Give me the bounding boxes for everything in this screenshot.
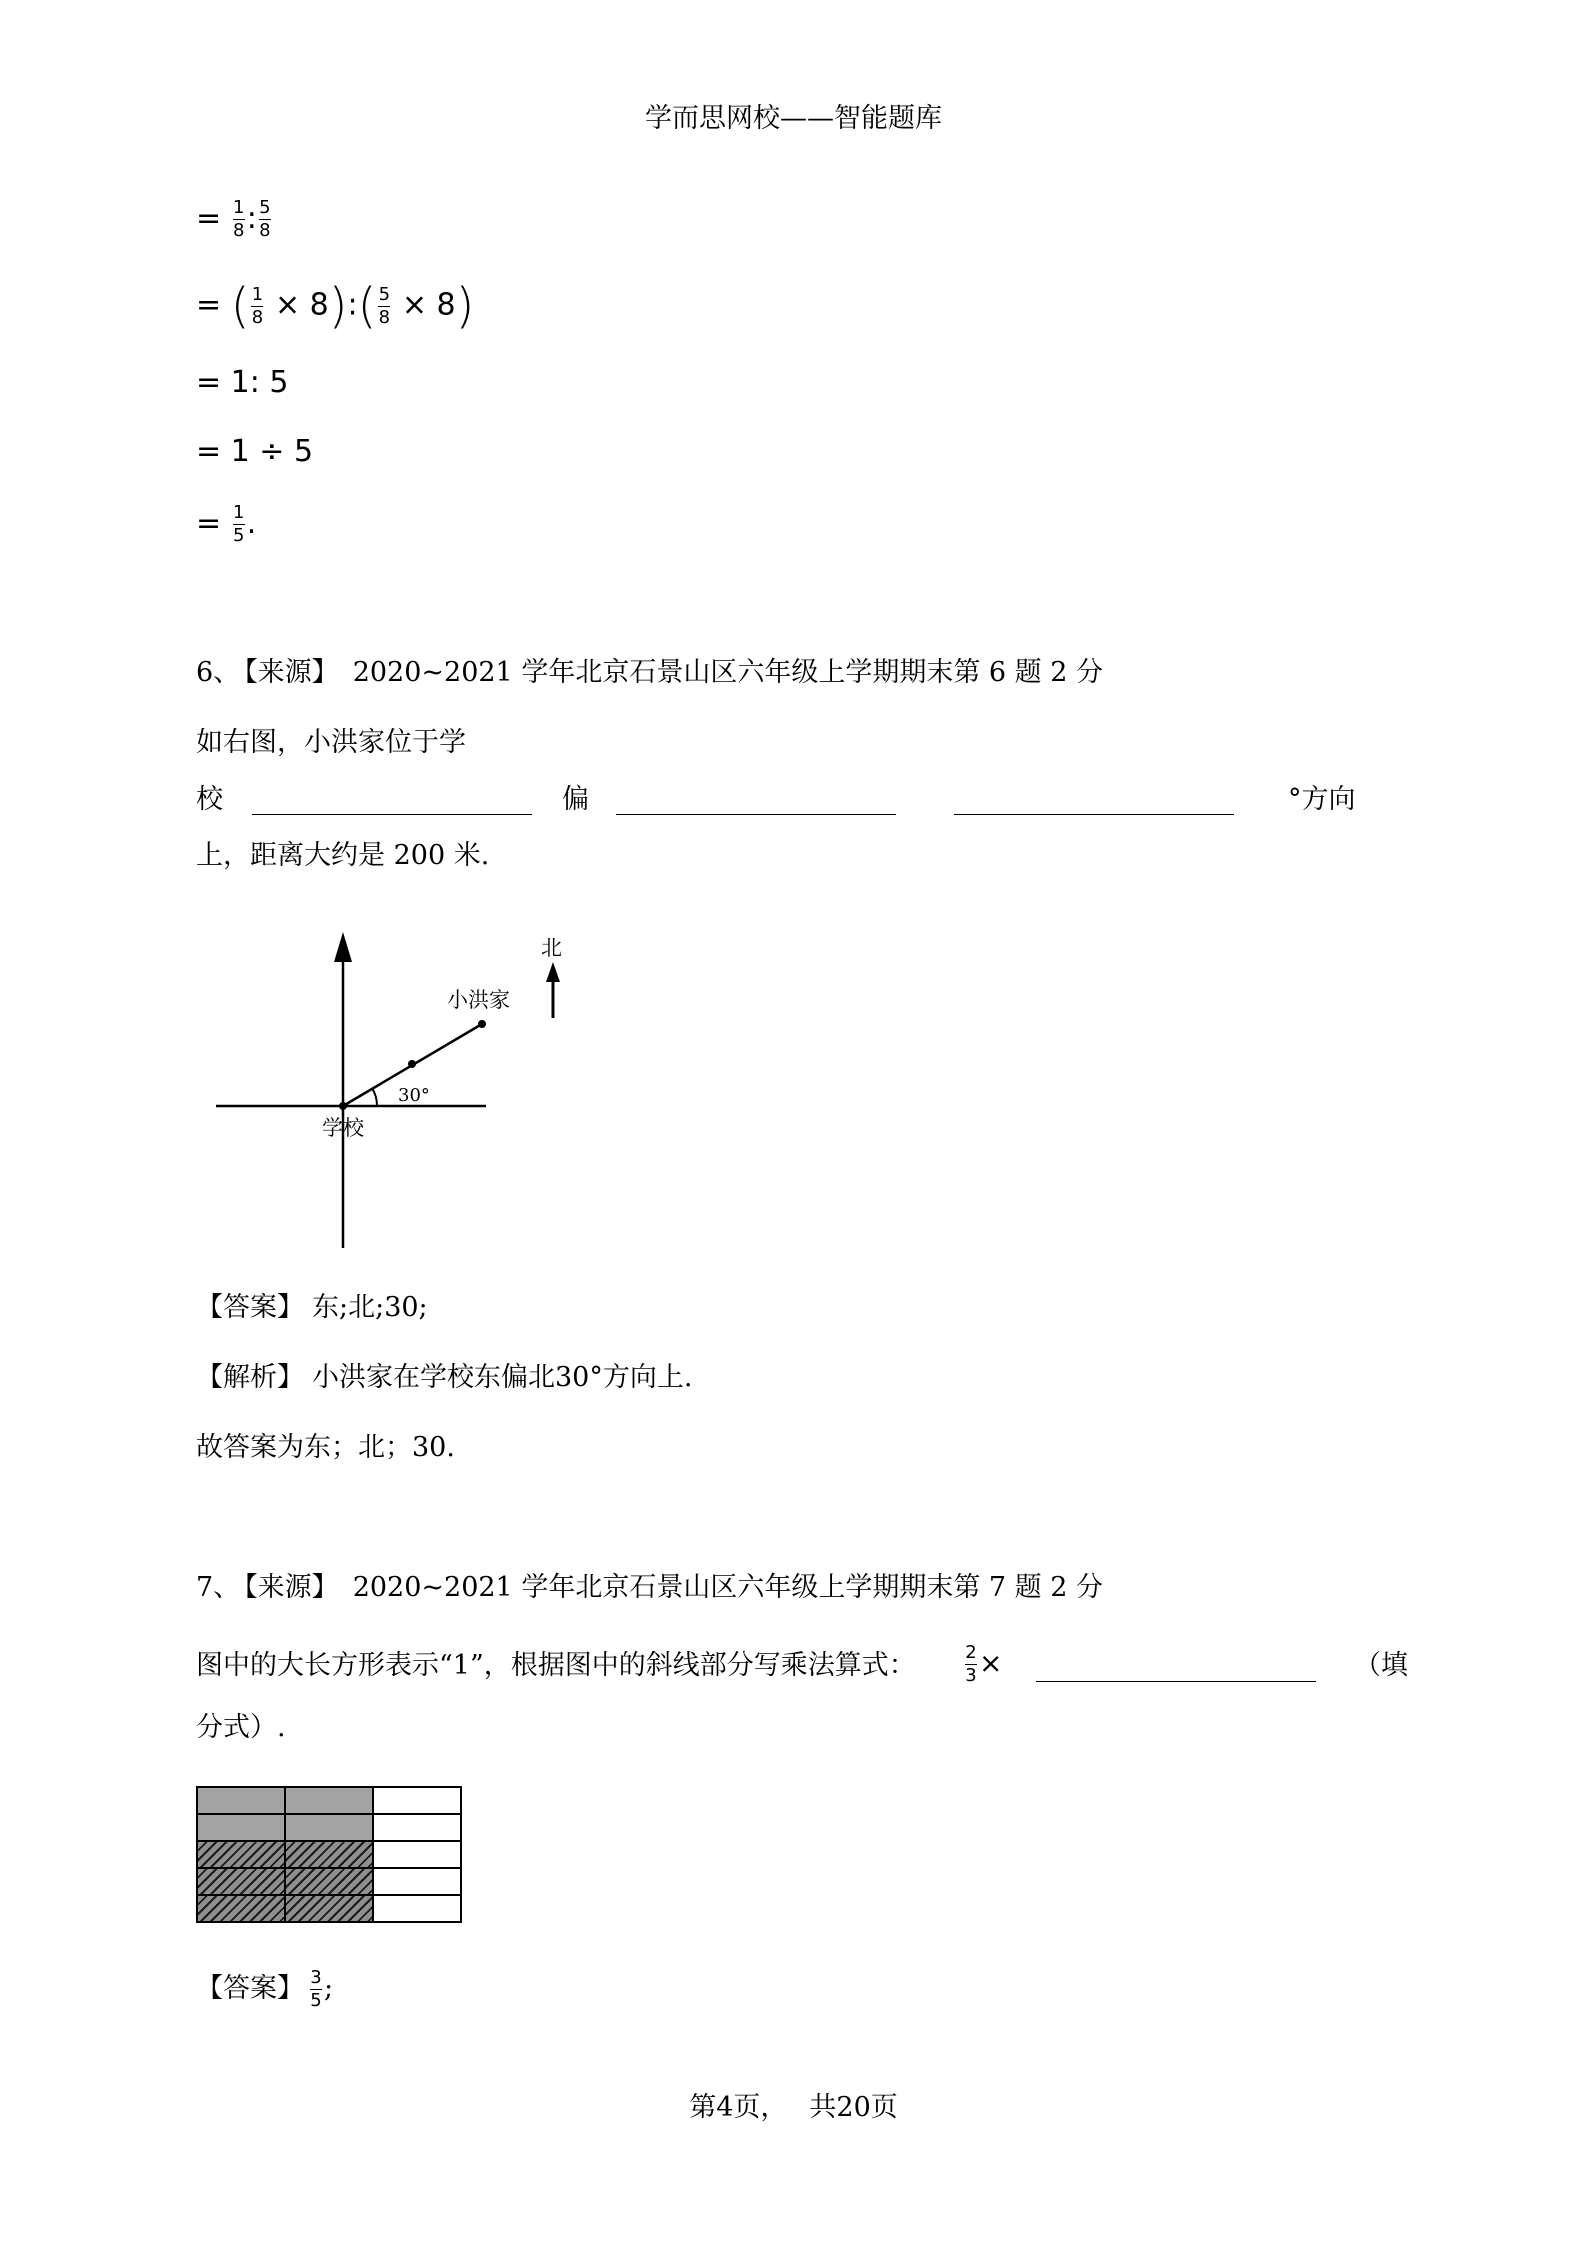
grid-cell-hatched: [197, 1895, 285, 1922]
q6-line-3: 上，距离大约是 200 米.: [196, 840, 490, 871]
north-arrow-icon: [546, 962, 560, 982]
q7-fill-hint: （填: [1354, 1650, 1408, 1681]
blank-direction-2[interactable]: [616, 813, 896, 815]
grid-cell-gray: [197, 1814, 285, 1841]
grid-cell-white: [373, 1814, 461, 1841]
solution-line-2: = ( $\frac{1}{8}$ × 8):( $\frac{5}{8}$ × 8): [196, 278, 475, 334]
home-point: [478, 1020, 486, 1028]
grid-cell-white: [373, 1895, 461, 1922]
grid-cell-white: [373, 1787, 461, 1814]
fraction: $\frac{1}{8}$: [232, 197, 245, 241]
q7-heading: 7、 【来源】 2020~2021 学年北京石景山区六年级上学期期末第 7 题 2 分: [196, 1572, 1104, 1603]
grid-row: [197, 1868, 461, 1895]
grid-row: [197, 1787, 461, 1814]
school-label: 学校: [322, 1116, 364, 1140]
q7-line-2: 分式）.: [196, 1712, 286, 1743]
solution-line-5: = $\frac{1}{5}$ .: [196, 502, 257, 546]
page-header: 学而思网校——智能题库: [645, 103, 942, 134]
grid-cell-hatched: [197, 1841, 285, 1868]
grid-cell-hatched: [285, 1868, 373, 1895]
grid-cell-white: [373, 1868, 461, 1895]
mid-point: [408, 1060, 416, 1068]
solution-line-3: = 1: 5: [196, 365, 289, 400]
q6-line-2-start: 校: [196, 784, 223, 815]
grid-row: [197, 1841, 461, 1868]
grid-cell-hatched: [285, 1841, 373, 1868]
q6-conclusion: 故答案为东；北；30.: [196, 1432, 455, 1463]
fraction-grid: [196, 1786, 462, 1923]
school-point: [339, 1102, 347, 1110]
q6-line-2-mid: 偏: [562, 784, 589, 815]
grid-cell-gray: [285, 1787, 373, 1814]
q6-heading: 6、 【来源】 2020~2021 学年北京石景山区六年级上学期期末第 6 题 2 分: [196, 657, 1104, 688]
grid-row: [197, 1895, 461, 1922]
angle-label: 30°: [398, 1085, 430, 1106]
grid-cell-white: [373, 1841, 461, 1868]
direction-diagram: [200, 920, 600, 1260]
axis-arrow-icon: [334, 932, 352, 962]
solution-line-4: = 1 ÷ 5: [196, 434, 314, 469]
grid-cell-hatched: [197, 1868, 285, 1895]
blank-angle[interactable]: [954, 813, 1234, 815]
q6-analysis: 【解析】 小洪家在学校东偏北30°方向上.: [196, 1362, 693, 1393]
page-footer: 第4页， 共20页: [689, 2092, 898, 2123]
blank-direction-1[interactable]: [252, 813, 532, 815]
q6-answer: 【答案】 东;北;30;: [196, 1292, 428, 1323]
north-label: 北: [541, 936, 562, 960]
grid-cell-gray: [197, 1787, 285, 1814]
q7-answer: 【答案】 $\frac{3}{5}$ ;: [196, 1967, 334, 2011]
q7-line-1: 图中的大长方形表示“1”，根据图中的斜线部分写乘法算式：: [196, 1650, 916, 1681]
q6-line-2-end: °方向: [1288, 784, 1356, 815]
q7-expression: $\frac{2}{3}$ ×: [965, 1642, 1003, 1686]
angle-arc: [372, 1088, 377, 1106]
grid-row: [197, 1814, 461, 1841]
home-label: 小洪家: [447, 988, 510, 1012]
fraction: $\frac{5}{8}$: [259, 197, 271, 241]
q6-line-1: 如右图，小洪家位于学: [196, 727, 466, 758]
grid-cell-gray: [285, 1814, 373, 1841]
solution-line-1: = $\frac{1}{8}$ : $\frac{5}{8}$: [196, 197, 271, 241]
grid-cell-hatched: [285, 1895, 373, 1922]
blank-multiplier[interactable]: [1036, 1680, 1316, 1682]
